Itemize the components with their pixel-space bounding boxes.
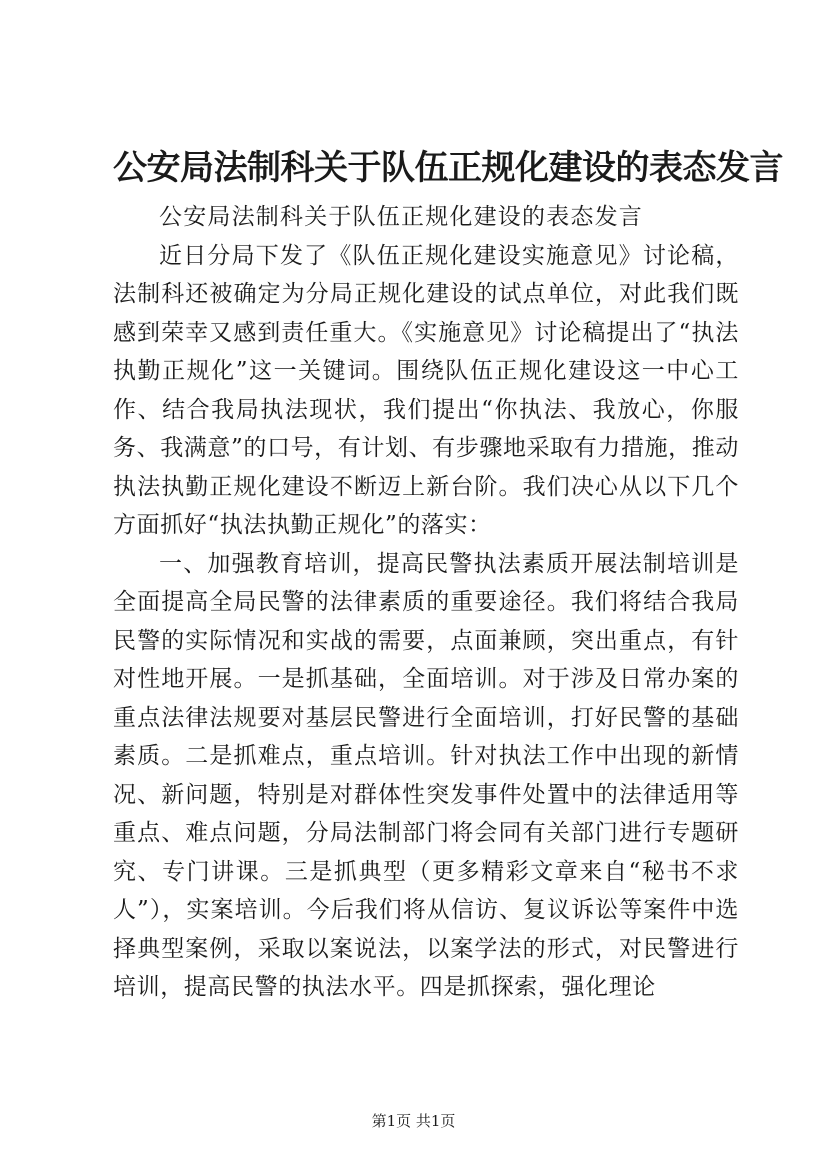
section-one-paragraph: 一、加强教育培训，提高民警执法素质开展法制培训是全面提高全局民警的法律素质的重要途径。我们将结合我局民警的实际情况和实战的需要，点面兼顾，突出重点，有针对性地开展。一是抓基础，全面培训。对于涉及日常办案的重点法律法规要对基层民警进行全面培训，打好民警的基础素质。二是抓难点，重点培训。针对执法工作中出现的新情况、新问题，特别是对群体性突发事件处置中的法律适用等重点、难点问题，分局法制部门将会同有关部门进行专题研究、专门讲课。三是抓典型（更多精彩文章来自“秘书不求人”），实案培训。今后我们将从信访、复议诉讼等案件中选择典型案例，采取以案说法，以案学法的形式，对民警进行培训，提高民警的执法水平。四是抓探索，强化理论 (113, 550, 739, 1000)
page-footer: 第1页 共1页 (371, 1112, 456, 1130)
document-title: 公安局法制科关于队伍正规化建设的表态发言 (113, 148, 783, 188)
document-body (113, 198, 739, 1007)
subtitle-paragraph: 公安局法制科关于队伍正规化建设的表态发言 (159, 204, 643, 230)
intro-paragraph: 近日分局下发了《队伍正规化建设实施意见》讨论稿，法制科还被确定为分局正规化建设的试点单位，对此我们既感到荣幸又感到责任重大。《实施意见》讨论稿提出了“执法执勤正规化”这一关键词。围绕队伍正规化建设这一中心工作、结合我局执法现状，我们提出“你执法、我放心，你服务、我满意”的口号，有计划、有步骤地采取有力措施，推动执法执勤正规化建设不断迈上新台阶。我们决心从以下几个方面抓好“执法执勤正规化”的落实： (113, 242, 739, 538)
